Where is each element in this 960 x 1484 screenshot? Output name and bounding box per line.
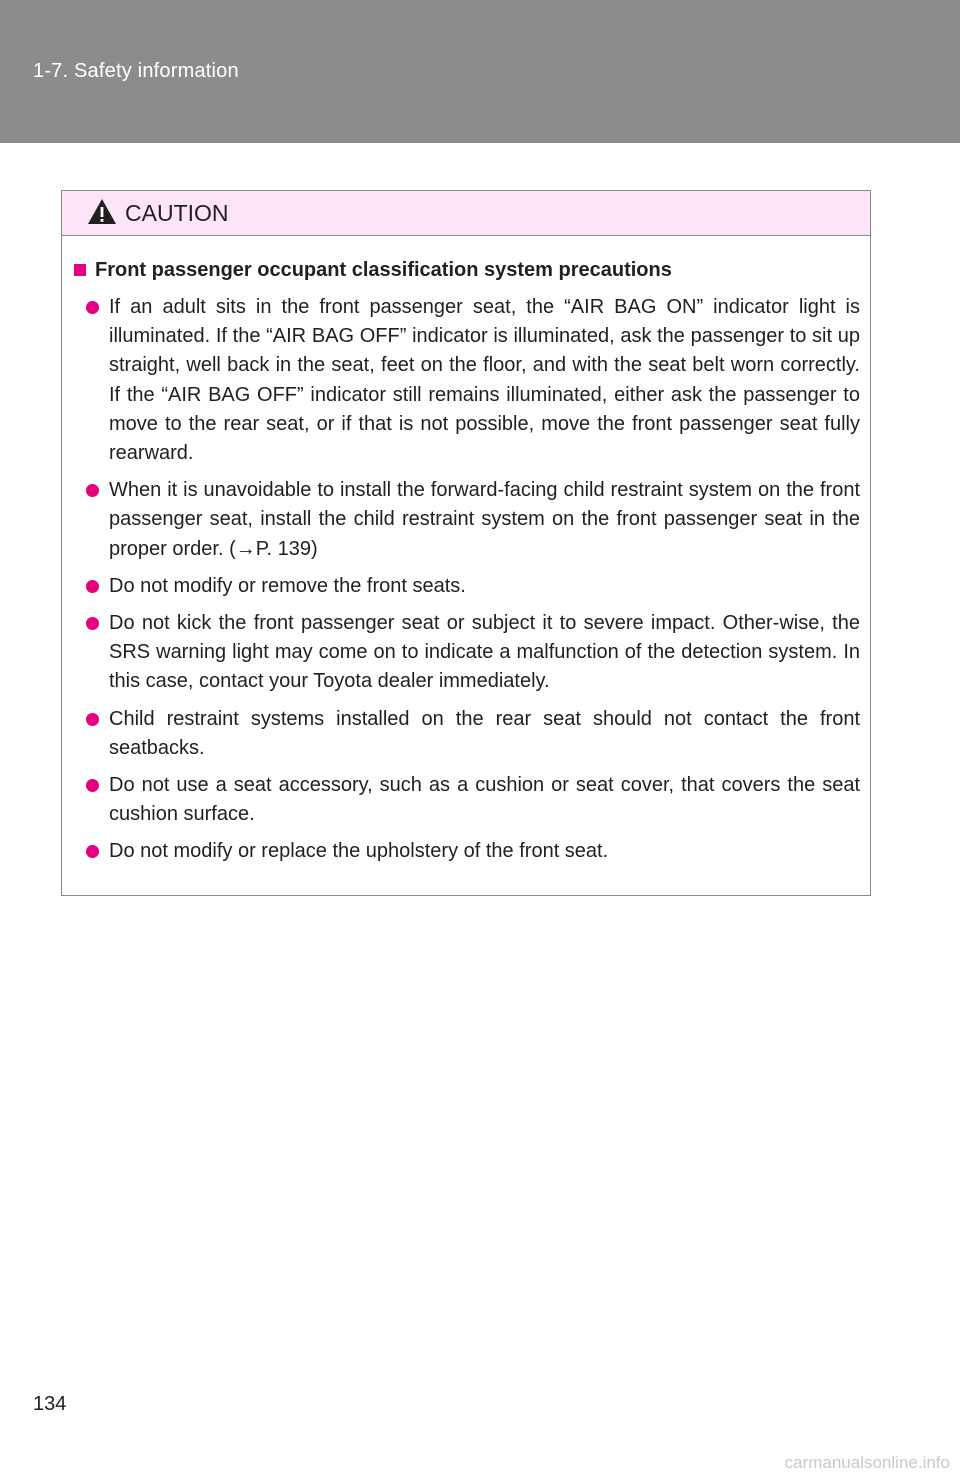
warning-triangle-icon — [87, 198, 117, 225]
caution-header — [62, 191, 870, 236]
bullet-dot-icon — [86, 484, 99, 497]
subheading-text: Front passenger occupant classification system precautions — [95, 259, 672, 281]
list-item-text: When it is unavoidable to install the forward-facing child restraint system on the front passenger seat, install the child restraint system on the front passenger seat in the proper order. (→P. 139) — [109, 479, 860, 560]
page-header — [0, 0, 960, 143]
list-item — [74, 771, 860, 829]
caution-list — [74, 293, 860, 867]
watermark: carmanualsonline.info — [784, 1453, 950, 1472]
list-item-text: If an adult sits in the front passenger seat, the “AIR BAG ON” indicator light is illuminated. If the “AIR BAG OFF” indicator is illuminated, ask the passenger to sit up straight, well back in the seat, feet on the floor, and with the seat belt worn correctly. If the “AIR BAG OFF” indicator still remains illuminated, either ask the passenger to move to the rear seat, or if that is not possible, move the front passenger seat fully rearward. — [109, 296, 860, 465]
square-bullet-icon — [74, 264, 86, 276]
page-number: 134 — [33, 1393, 67, 1415]
caution-subheading — [74, 256, 860, 284]
caution-content — [62, 236, 870, 867]
bullet-dot-icon — [86, 301, 99, 314]
bullet-dot-icon — [86, 779, 99, 792]
list-item — [74, 705, 860, 763]
list-item — [74, 609, 860, 697]
list-item — [74, 293, 860, 468]
caution-box — [61, 190, 871, 896]
section-title: 1-7. Safety information — [33, 60, 239, 82]
list-item-text: Do not modify or remove the front seats. — [109, 574, 466, 597]
bullet-dot-icon — [86, 617, 99, 630]
list-item — [74, 572, 860, 601]
list-item-text: Child restraint systems installed on the rear seat should not contact the front seatbacks. — [109, 707, 860, 759]
list-item-text: Do not modify or replace the upholstery of the front seat. — [109, 840, 609, 863]
list-item-text: Do not use a seat accessory, such as a cushion or seat cover, that covers the seat cushion surface. — [109, 774, 860, 826]
bullet-dot-icon — [86, 845, 99, 858]
bullet-dot-icon — [86, 713, 99, 726]
caution-label: CAUTION — [125, 200, 229, 226]
list-item-text: Do not kick the front passenger seat or subject it to severe impact. Other-wise, the SRS warning light may come on to indicate a malfunction of the detection system. In this case, contact your Toyota dealer immediately. — [109, 612, 860, 693]
bullet-dot-icon — [86, 580, 99, 593]
list-item — [74, 476, 860, 564]
list-item — [74, 837, 860, 866]
